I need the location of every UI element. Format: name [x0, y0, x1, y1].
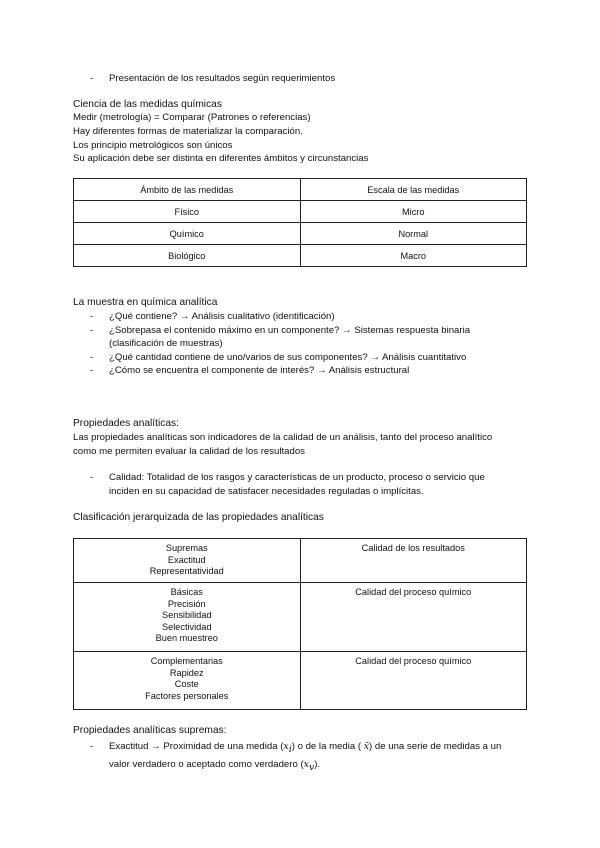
math-sub: i — [288, 743, 292, 755]
paragraph-line: como me permiten evaluar la calidad de los resultados — [73, 446, 305, 457]
intro-bullet: Presentación de los resultados según requerimientos — [109, 73, 336, 84]
cell-item: Rapidez — [169, 667, 204, 678]
section-title-muestra: La muestra en química analítica — [73, 297, 218, 308]
bullet-calidad-continuation: inciden en su capacidad de satisfacer necesidades reguladas o implícitas. — [109, 486, 424, 497]
table-row — [74, 539, 527, 583]
cell-item: Factores personales — [145, 690, 229, 701]
cell-item: Sensibilidad — [161, 610, 212, 620]
bullet-dash: - — [90, 352, 94, 363]
cell-item: Selectividad — [161, 621, 212, 632]
math-var: x̄ — [363, 741, 370, 752]
table-cell: Micro — [300, 201, 527, 223]
table-cell: Químico — [74, 223, 301, 245]
math-var: x — [283, 741, 289, 752]
table-header-row — [74, 179, 527, 201]
table-row — [74, 245, 527, 267]
cell-item: Buen muestreo — [155, 633, 218, 643]
table-cell — [74, 652, 301, 710]
math-var: x — [303, 759, 309, 770]
section-title-propiedades: Propiedades analíticas: — [73, 418, 179, 429]
formula-xbar: ( x̄) — [357, 741, 373, 752]
cell-item: Precisión — [167, 598, 206, 609]
definition-text: valor verdadero o aceptado como verdadero — [109, 759, 298, 770]
bullet-item: ¿Qué contiene? → Análisis cualitativo (identificación) — [109, 311, 335, 322]
section-title-supremas: Propiedades analíticas supremas: — [73, 725, 227, 736]
cell-value: Calidad del proceso químico — [355, 656, 472, 666]
table-ambito-escala — [73, 178, 527, 267]
table-header-cell: Escala de las medidas — [300, 179, 527, 201]
bullet-dash: - — [90, 311, 94, 322]
cell-heading: Complementarias — [150, 656, 223, 666]
table-cell — [300, 583, 527, 652]
table-row — [74, 223, 527, 245]
text-line: Medir (metrología) = Comparar (Patrones o referencias) — [73, 112, 311, 123]
math-sub: v — [308, 761, 315, 773]
definition-text: . — [317, 759, 321, 770]
cell-heading: Básicas — [170, 587, 203, 597]
bullet-item: ¿Sobrepasa el contenido máximo en un componente? → Sistemas respuesta binaria — [109, 325, 471, 336]
cell-heading: Supremas — [165, 543, 208, 553]
bullet-item-continuation: (clasificación de muestras) — [109, 338, 223, 349]
table-row — [74, 583, 527, 652]
table-cell: Normal — [300, 223, 527, 245]
bullet-dash: - — [90, 325, 94, 336]
term-exactitud: Exactitud — [109, 741, 149, 752]
cell-value: Calidad del proceso químico — [355, 587, 472, 597]
cell-item: Coste — [174, 679, 199, 689]
bullet-item: ¿Qué cantidad contiene de uno/varios de sus componentes? → Análisis cuantitativo — [109, 352, 467, 363]
table-row — [74, 201, 527, 223]
bullet-dash: - — [90, 73, 94, 84]
bullet-item: ¿Cómo se encuentra el componente de interés? → Análisis estructural — [109, 365, 410, 376]
table-header-cell: Ámbito de las medidas — [74, 179, 301, 201]
formula-xv: $(x_v)$ — [300, 759, 318, 773]
table-cell — [300, 539, 527, 583]
arrow-glyph: → — [151, 741, 161, 752]
cell-item: Representatividad — [149, 566, 224, 576]
definition-text: Proximidad de una medida — [163, 741, 278, 752]
bullet-dash: - — [90, 741, 94, 752]
bullet-calidad: Calidad: Totalidad de los rasgos y características de un producto, proceso o servicio que — [109, 472, 485, 483]
paragraph-line: Las propiedades analíticas son indicadores de la calidad de un análisis, tanto del proceso analítico — [73, 432, 493, 443]
definition-text: o de la media — [297, 741, 356, 752]
table-cell — [300, 652, 527, 710]
text-line: Su aplicación debe ser distinta en diferentes ámbitos y circunstancias — [73, 153, 369, 164]
table-cell — [74, 539, 301, 583]
cell-value: Calidad de los resultados — [361, 543, 465, 553]
section-title-clasificacion: Clasificación jerarquizada de las propiedades analíticas — [73, 512, 324, 523]
table-cell — [74, 583, 301, 652]
section-title-ciencia: Ciencia de las medidas químicas — [73, 99, 222, 110]
formula-xi: $(x_i)$ — [280, 741, 295, 755]
bullet-dash: - — [90, 472, 94, 483]
table-row — [74, 652, 527, 710]
cell-item: Exactitud — [167, 554, 206, 565]
exactitud-definition-line1 — [109, 741, 501, 756]
definition-text: de una serie de medidas a un — [374, 741, 502, 752]
text-line: Hay diferentes formas de materializar la comparación. — [73, 126, 303, 137]
table-cell: Biológico — [74, 245, 301, 267]
table-cell: Macro — [300, 245, 527, 267]
table-cell: Físico — [74, 201, 301, 223]
table-clasificacion — [73, 538, 527, 710]
exactitud-definition-line2 — [109, 759, 320, 774]
bullet-dash: - — [90, 365, 94, 376]
text-line: Los principio metrológicos son únicos — [73, 140, 233, 151]
